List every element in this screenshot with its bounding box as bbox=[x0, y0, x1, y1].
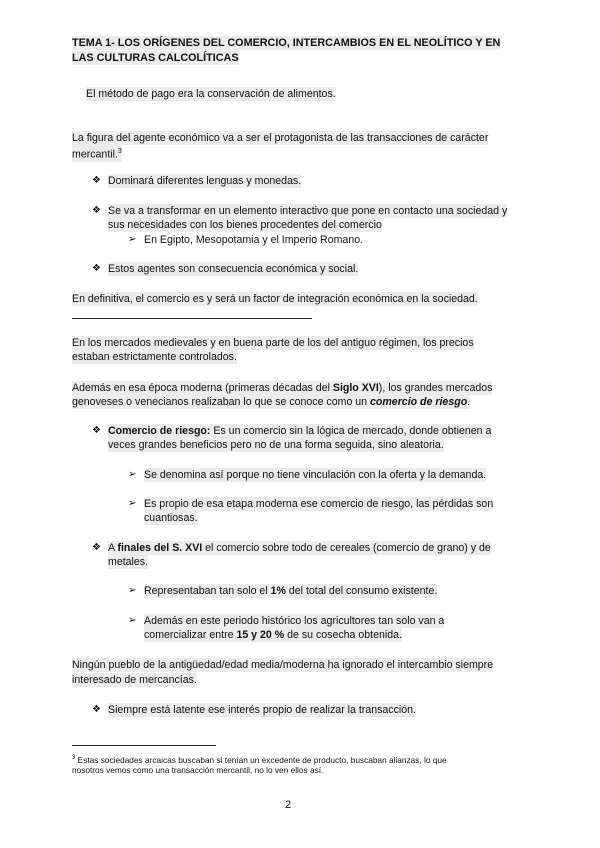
riesgo-sub-2-line-1: Es propio de esa etapa moderna ese comercio de riesgo, las pérdidas son bbox=[144, 498, 494, 510]
moderna-paragraph-line-2: genoveses o venecianos realizaban lo que se conoce como un comercio de riesgo. bbox=[72, 396, 471, 408]
bullet-icon: ❖ bbox=[92, 542, 101, 553]
footnote-separator bbox=[72, 745, 216, 746]
agent-bullet-2-line-2: sus necesidades con los bienes procedentes del comercio bbox=[108, 219, 382, 231]
agent-bullet-1: Dominará diferentes lenguas y monedas. bbox=[108, 175, 302, 187]
bullet-icon: ❖ bbox=[92, 175, 101, 186]
arrow-icon: ➢ bbox=[128, 234, 137, 245]
footnote-line-2: nosotros vemos como una transacción mercantil, no lo ven ellos así. bbox=[72, 765, 324, 775]
bullet-icon: ❖ bbox=[92, 205, 101, 216]
arrow-icon: ➢ bbox=[128, 469, 137, 480]
agent-bullet-3: Estos agentes son consecuencia económica y social. bbox=[108, 263, 359, 275]
title-line-2: LAS CULTURAS CALCOLÍTICAS bbox=[72, 52, 239, 64]
finales-sub-1: Representaban tan solo el 1% del total del consumo existente. bbox=[144, 585, 438, 597]
footnote-reference: 3 bbox=[117, 148, 122, 155]
medieval-paragraph-line-1: En los mercados medievales y en buena parte de los del antiguo régimen, los precios bbox=[72, 337, 474, 349]
finales-line-1: A finales del S. XVI el comercio sobre todo de cereales (comercio de grano) y de bbox=[108, 542, 491, 554]
footnote-line-1: $^3$ Estas sociedades arcaicas buscaban si tenían un excedente de producto, buscaban alianzas, lo que bbox=[72, 754, 447, 765]
riesgo-line-2: veces grandes beneficios pero no de una forma seguida, sino aleatoria. bbox=[108, 439, 444, 451]
arrow-icon: ➢ bbox=[128, 615, 137, 626]
riesgo-sub-2-line-2: cuantiosas. bbox=[144, 512, 198, 524]
riesgo-line-1: Comercio de riesgo: Es un comercio sin la lógica de mercado, donde obtienen a bbox=[108, 425, 492, 437]
bullet-icon: ❖ bbox=[92, 704, 101, 715]
bullet-icon: ❖ bbox=[92, 263, 101, 274]
bullet-icon: ❖ bbox=[92, 425, 101, 436]
ningun-paragraph-line-1: Ningún pueblo de la antigüedad/edad media/moderna ha ignorado el intercambio siempre bbox=[72, 659, 494, 671]
agent-paragraph-line-1: La figura del agente económico va a ser el protagonista de las transacciones de carácter bbox=[72, 132, 489, 144]
riesgo-sub-1: Se denomina así porque no tiene vinculación con la oferta y la demanda. bbox=[144, 469, 487, 481]
moderna-paragraph-line-1: Además en esa época moderna (primeras décadas del Siglo XVI), los grandes mercados bbox=[72, 382, 493, 394]
arrow-icon: ➢ bbox=[128, 498, 137, 509]
ningun-paragraph-line-2: interesado de mercancías. bbox=[72, 674, 197, 686]
agent-paragraph-line-2: mercantil.$^3$ bbox=[72, 145, 122, 162]
definitiva-paragraph: En definitiva, el comercio es y será un factor de integración económica en la sociedad. bbox=[72, 293, 478, 305]
agent-bullet-2-line-1: Se va a transformar en un elemento interactivo que pone en contacto una sociedad y bbox=[108, 205, 508, 217]
agent-sub-bullet: En Egipto, Mesopotamia y el Imperio Romano. bbox=[144, 234, 364, 246]
medieval-paragraph-line-2: estaban estrictamente controlados. bbox=[72, 351, 237, 363]
finales-line-2: metales. bbox=[108, 556, 149, 568]
payment-paragraph: El método de pago era la conservación de alimentos. bbox=[86, 88, 336, 100]
ningun-bullet: Siempre está latente ese interés propio de realizar la transacción. bbox=[108, 704, 416, 716]
title-line-1: TEMA 1- LOS ORÍGENES DEL COMERCIO, INTERCAMBIOS EN EL NEOLÍTICO Y EN bbox=[72, 37, 501, 49]
page-number: 2 bbox=[285, 799, 292, 811]
separator-line bbox=[72, 318, 312, 319]
finales-sub-2-line-2: comercializar entre 15 y 20 % de su cosecha obtenida. bbox=[144, 629, 402, 641]
arrow-icon: ➢ bbox=[128, 585, 137, 596]
finales-sub-2-line-1: Además en este periodo histórico los agricultores tan solo van a bbox=[144, 615, 445, 627]
